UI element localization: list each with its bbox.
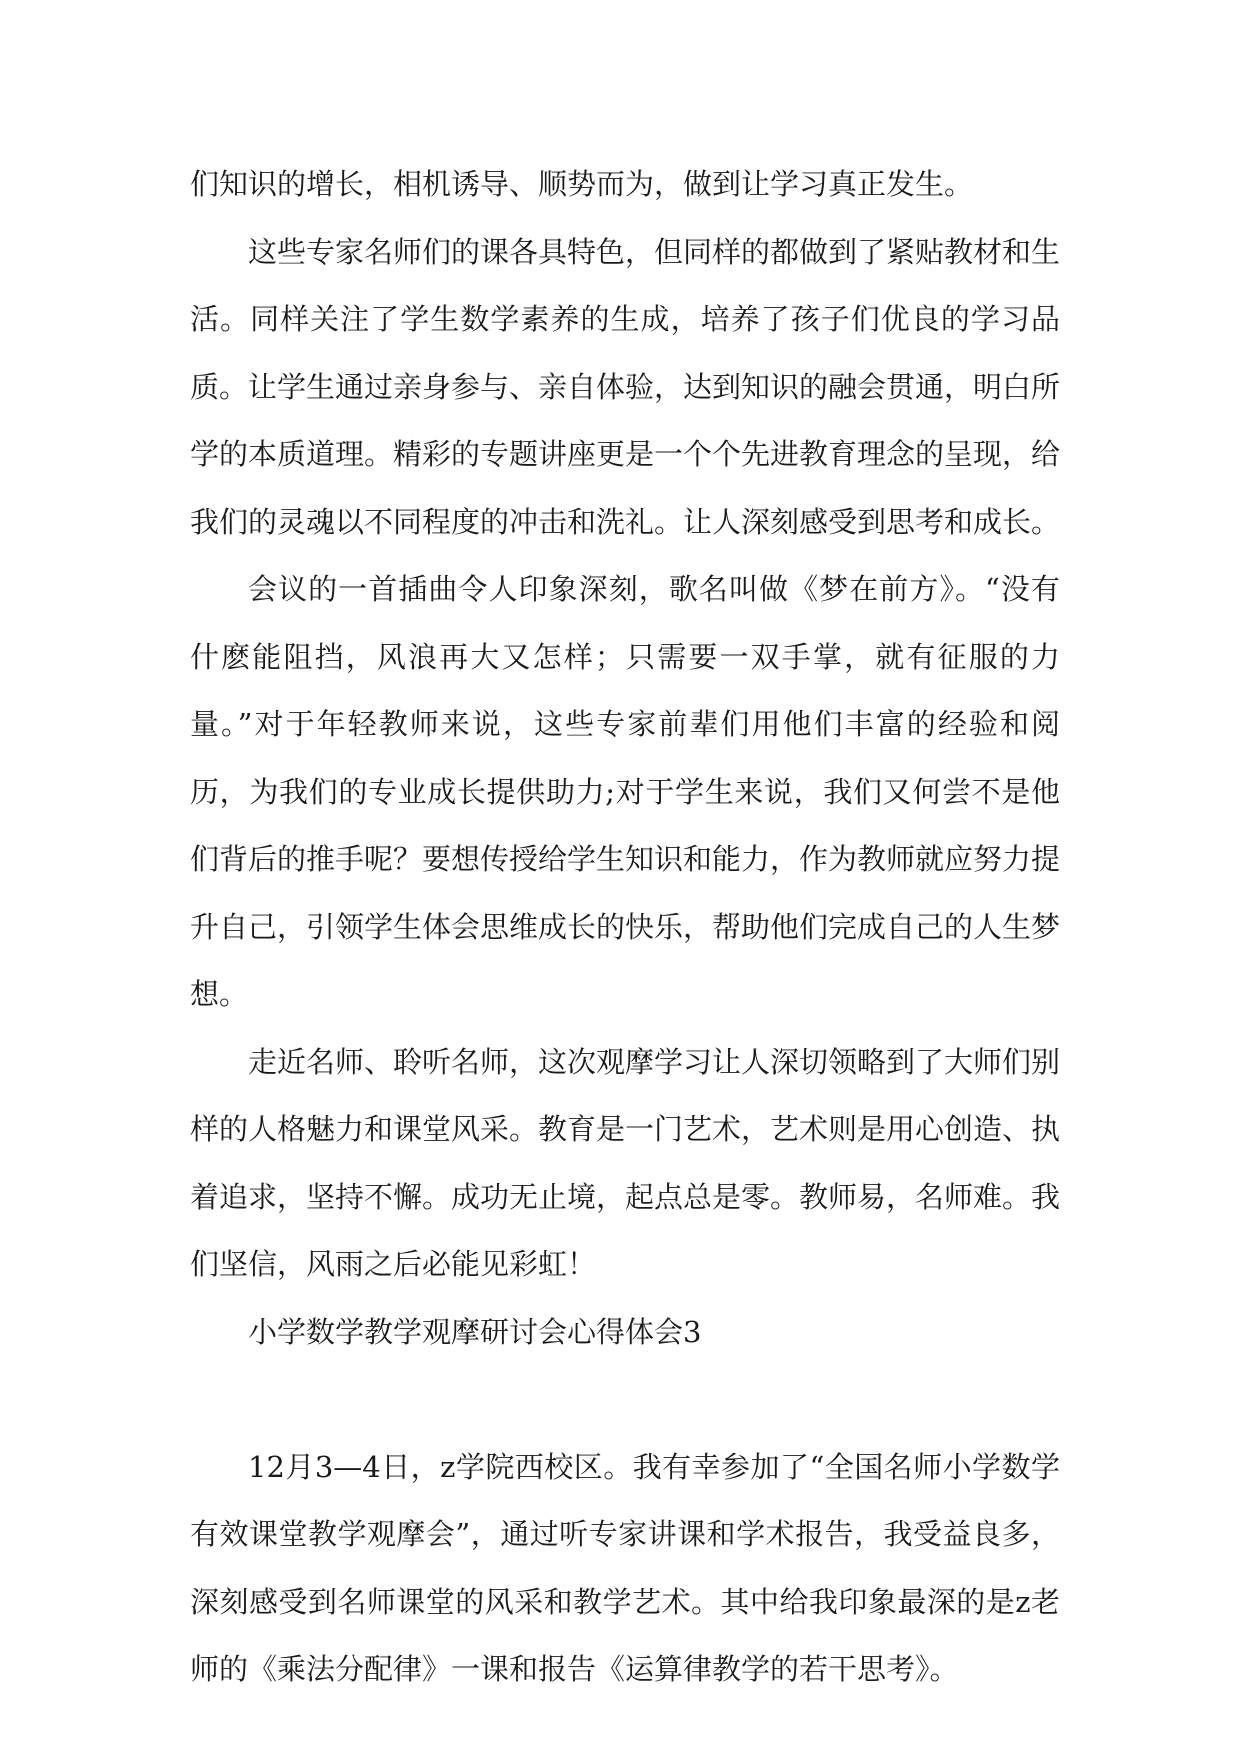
paragraph-conference: 12月3—4日，z学院西校区。我有幸参加了“全国名师小学数学有效课堂教学观摩会”，通过听专家讲课和学术报告，我受益良多，深刻感受到名师课堂的风采和教学艺术。其中给我印象最深的是z老师的《乘法分配律》一课和报告《运算律教学的若干思考》。	[190, 1449, 1060, 1686]
paragraph-learning: 走近名师、聆听名师，这次观摩学习让人深切领略到了大师们别样的人格魅力和课堂风采。教育是一门艺术，艺术则是用心创造、执着追求，坚持不懈。成功无止境，起点总是零。教师易，名师难。我们坚信，风雨之后必能见彩虹！	[190, 1044, 1061, 1281]
paragraph-expert-lessons: 这些专家名师们的课各具特色，但同样的都做到了紧贴教材和生活。同样关注了学生数学素养的生成，培养了孩子们优良的学习品质。让学生通过亲身参与、亲自体验，达到知识的融会贯通，明白所学的本质道理。精彩的专题讲座更是一个个先进教育理念的呈现，给我们的灵魂以不同程度的冲击和洗礼。让人深刻感受到思考和成长。	[190, 234, 1061, 539]
document-page	[190, 151, 1060, 1704]
paragraph-song: 会议的一首插曲令人印象深刻，歌名叫做《梦在前方》。“没有什麽能阻挡，风浪再大又怎样；只需要一双手掌，就有征服的力量。”对于年轻教师来说，这些专家前辈们用他们丰富的经验和阅历，为我们的专业成长提供助力;对于学生来说，我们又何尝不是他们背后的推手呢？要想传授给学生知识和能力，作为教师就应努力提升自己，引领学生体会思维成长的快乐，帮助他们完成自己的人生梦想。	[190, 572, 1061, 1011]
paragraph-continuation: 们知识的增长，相机诱导、顺势而为，做到让学习真正发生。	[190, 167, 974, 201]
section-title: 小学数学教学观摩研讨会心得体会3	[248, 1314, 702, 1349]
